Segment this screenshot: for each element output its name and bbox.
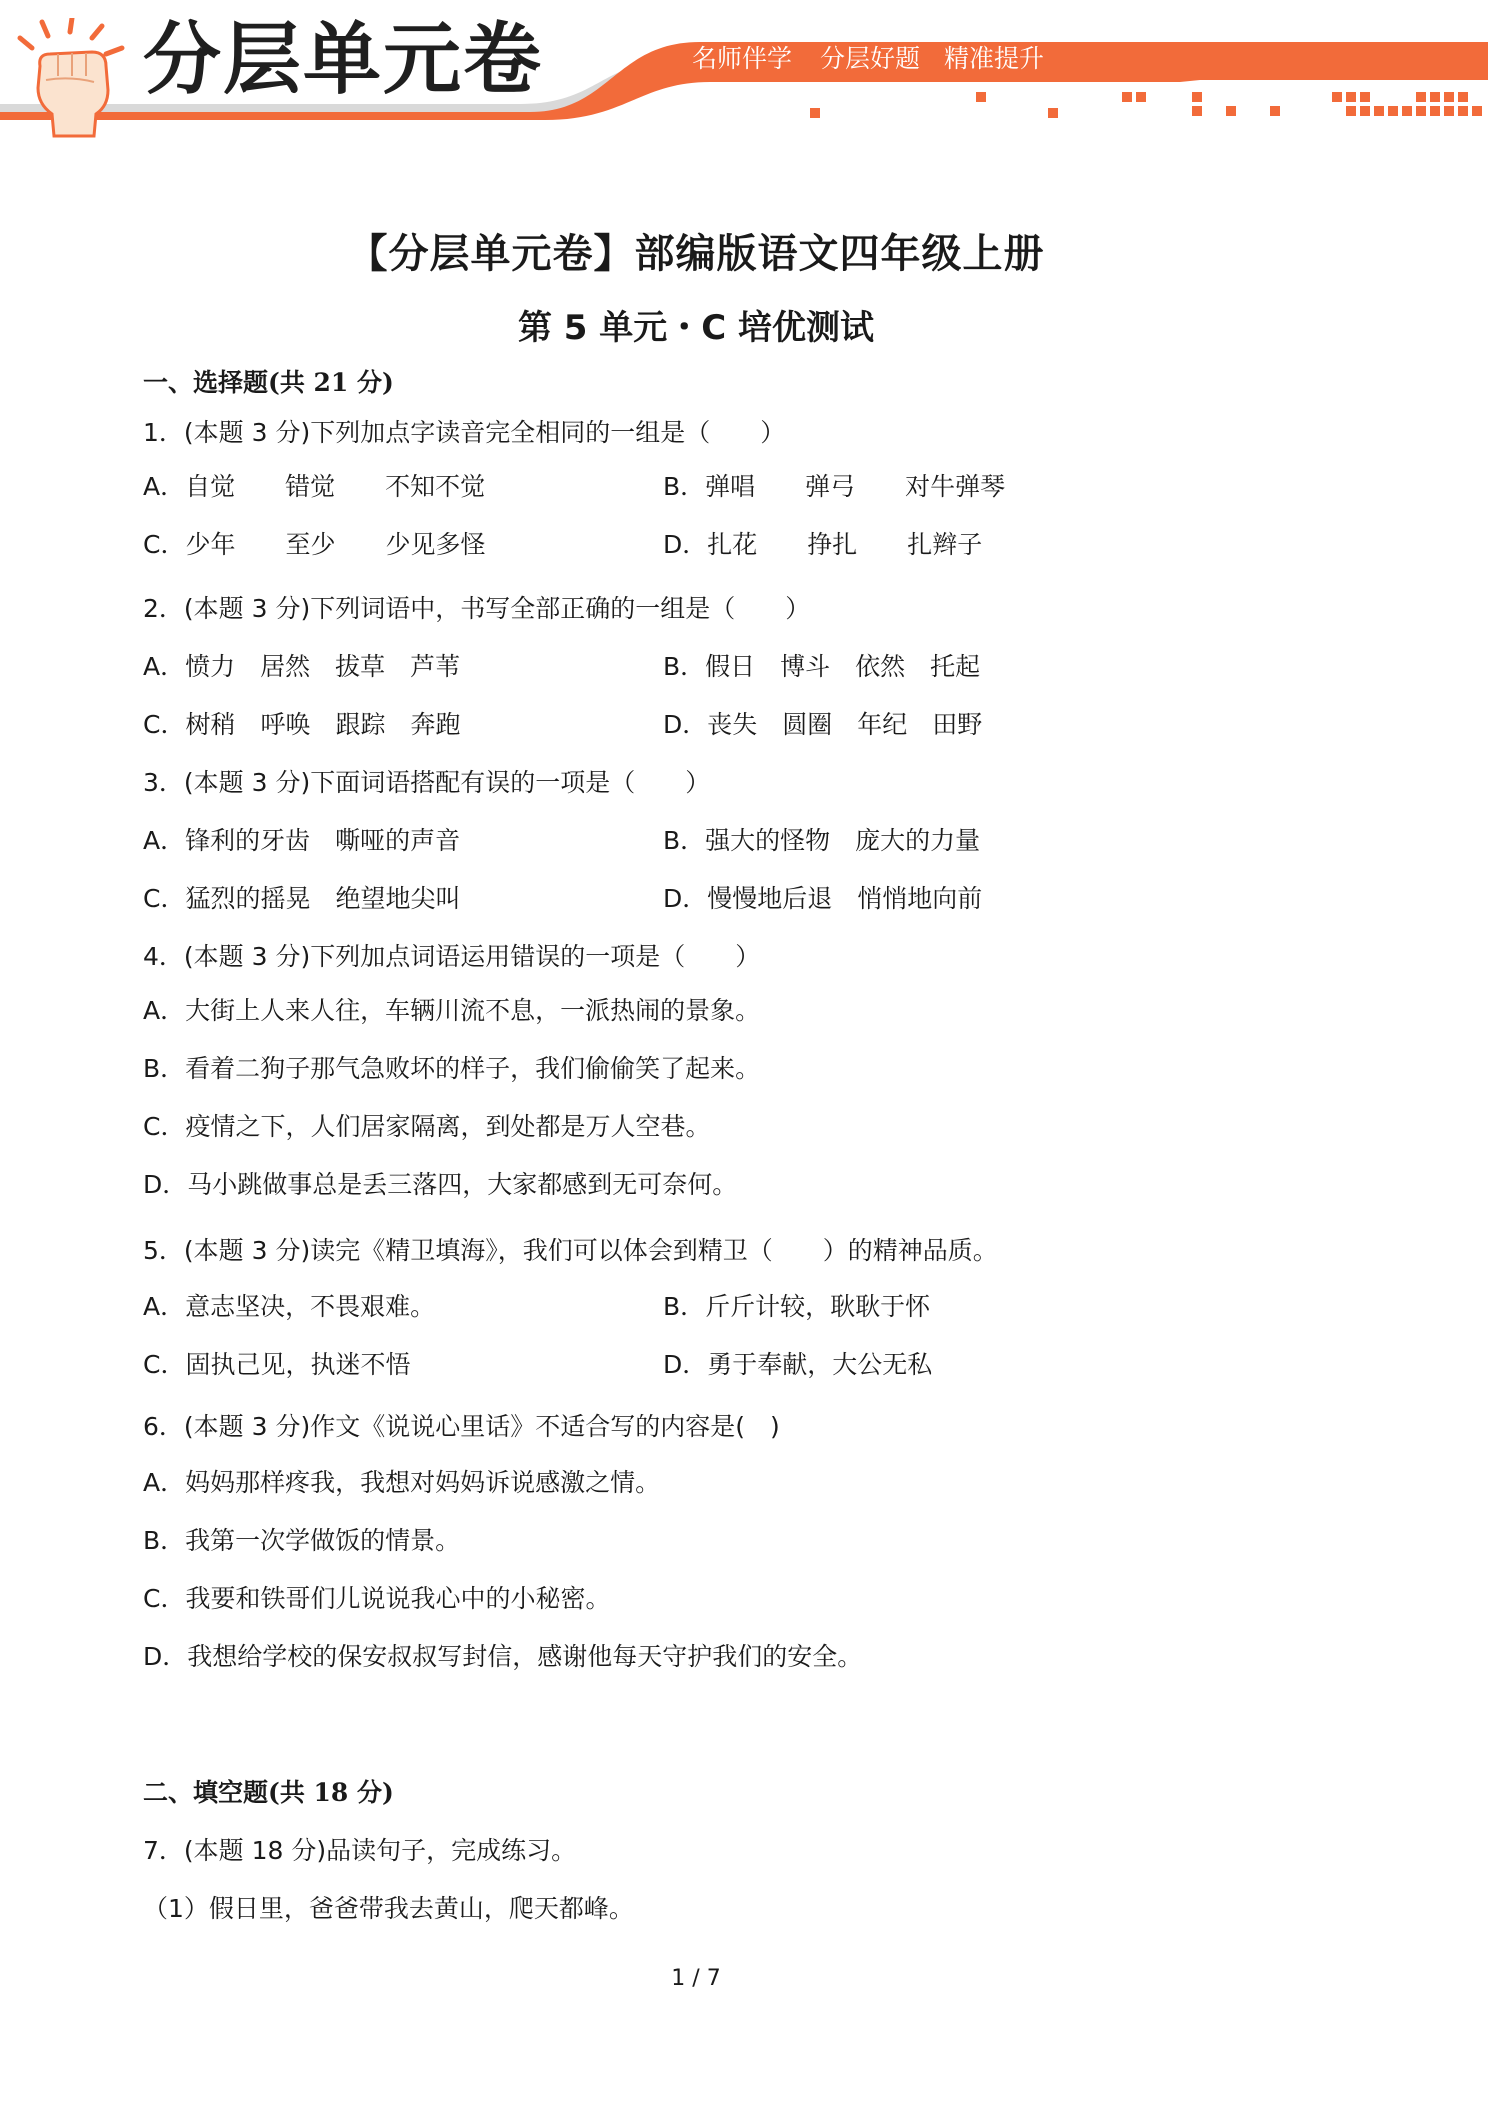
- question-4-stem: 4．(本题 3 分)下列加点词语运用错误的一项是（ ）: [143, 942, 761, 971]
- document-title: 【分层单元卷】部编版语文四年级上册: [347, 231, 1045, 277]
- section-heading-choice: 一、选择题(共 21 分): [143, 368, 394, 397]
- question-4-option-a: A．大街上人来人往，车辆川流不息，一派热闹的景象。: [143, 996, 761, 1025]
- question-3-option-a: A．锋利的牙齿 嘶哑的声音: [143, 826, 461, 855]
- question-6-option-b: B．我第一次学做饭的情景。: [143, 1526, 461, 1555]
- question-3-option-c: C．猛烈的摇晃 绝望地尖叫: [143, 884, 461, 913]
- question-2-option-c: C．树稍 呼唤 跟踪 奔跑: [143, 710, 461, 739]
- raised-fist-icon: [10, 18, 140, 143]
- section-heading-fill-in: 二、填空题(共 18 分): [143, 1778, 394, 1807]
- question-6-option-d: D．我想给学校的保安叔叔写封信，感谢他每天守护我们的安全。: [143, 1642, 863, 1671]
- question-1-option-d: D．扎花 挣扎 扎辫子: [663, 530, 983, 559]
- question-3-option-d: D．慢慢地后退 悄悄地向前: [663, 884, 983, 913]
- question-6-option-a: A．妈妈那样疼我，我想对妈妈诉说感激之情。: [143, 1468, 661, 1497]
- brand-title: 分层单元卷: [143, 15, 544, 105]
- question-6-option-c: C．我要和铁哥们儿说说我心中的小秘密。: [143, 1584, 611, 1613]
- question-5-option-a: A．意志坚决，不畏艰难。: [143, 1292, 436, 1321]
- question-4-option-b: B．看着二狗子那气急败坏的样子，我们偷偷笑了起来。: [143, 1054, 761, 1083]
- question-1-option-c: C．少年 至少 少见多怪: [143, 530, 486, 559]
- question-6-stem: 6．(本题 3 分)作文《说说心里话》不适合写的内容是( ): [143, 1412, 780, 1441]
- question-5-option-d: D．勇于奉献，大公无私: [663, 1350, 933, 1379]
- question-5-stem: 5．(本题 3 分)读完《精卫填海》，我们可以体会到精卫（ ）的精神品质。: [143, 1236, 998, 1265]
- question-1-option-a: A．自觉 错觉 不知不觉: [143, 472, 486, 501]
- question-4-option-c: C．疫情之下，人们居家隔离，到处都是万人空巷。: [143, 1112, 711, 1141]
- question-5-option-b: B．斤斤计较，耿耿于怀: [663, 1292, 931, 1321]
- page-header: [0, 0, 1488, 150]
- slogan-2: 分层好题: [820, 44, 921, 73]
- question-7-stem: 7．(本题 18 分)品读句子，完成练习。: [143, 1836, 577, 1865]
- question-7-subquestion-1: （1）假日里，爸爸带我去黄山，爬天都峰。: [143, 1894, 634, 1923]
- slogan-1: 名师伴学: [692, 44, 793, 73]
- question-1-option-b: B．弹唱 弹弓 对牛弹琴: [663, 472, 1006, 501]
- question-4-option-d: D．马小跳做事总是丢三落四，大家都感到无可奈何。: [143, 1170, 738, 1199]
- question-1-stem: 1．(本题 3 分)下列加点字读音完全相同的一组是（ ）: [143, 418, 786, 447]
- question-2-option-a: A．愤力 居然 拔草 芦苇: [143, 652, 461, 681]
- question-2-stem: 2．(本题 3 分)下列词语中，书写全部正确的一组是（ ）: [143, 594, 811, 623]
- question-2-option-b: B．假日 博斗 依然 托起: [663, 652, 981, 681]
- question-3-option-b: B．强大的怪物 庞大的力量: [663, 826, 981, 855]
- document-subtitle: 第 5 单元・C 培优测试: [517, 308, 875, 348]
- question-3-stem: 3．(本题 3 分)下面词语搭配有误的一项是（ ）: [143, 768, 711, 797]
- question-5-option-c: C．固执己见，执迷不悟: [143, 1350, 411, 1379]
- question-2-option-d: D．丧失 圆圈 年纪 田野: [663, 710, 983, 739]
- page-number: 1 / 7: [671, 1966, 721, 1991]
- slogan-3: 精准提升: [944, 44, 1045, 73]
